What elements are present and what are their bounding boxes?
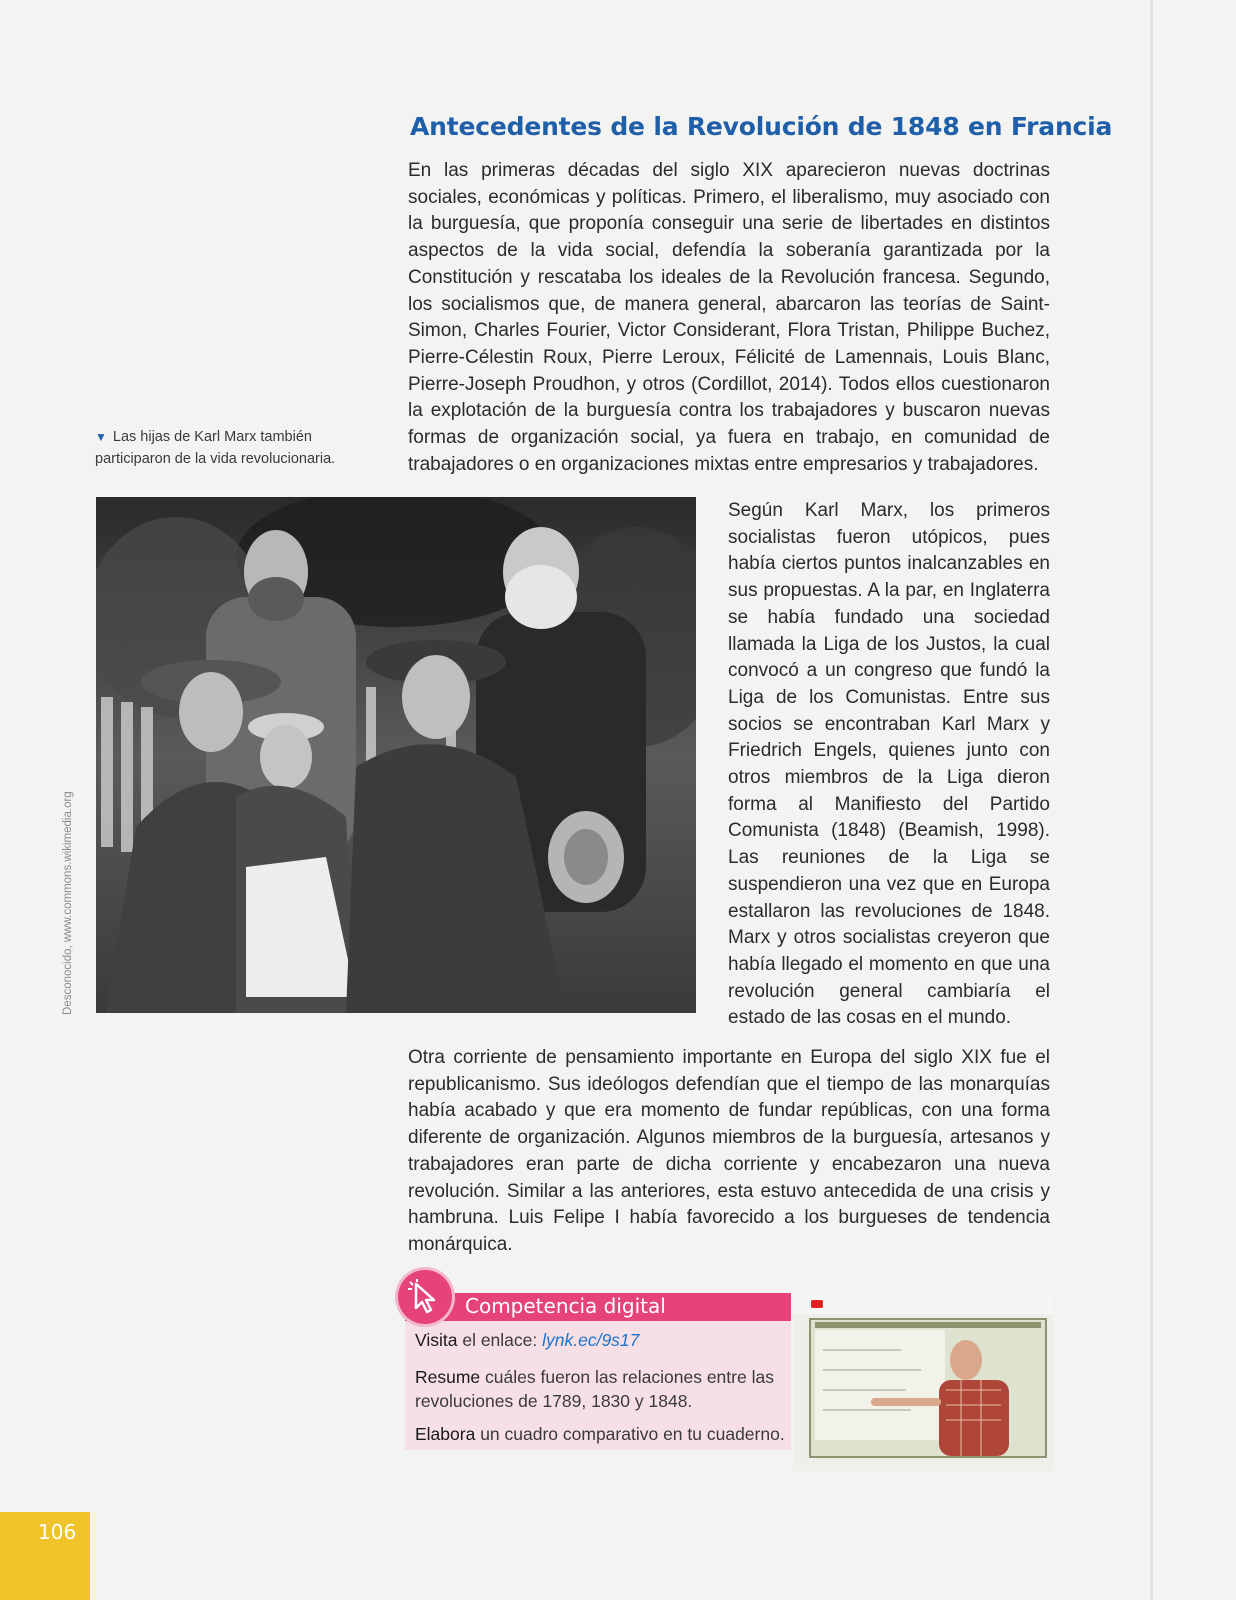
section-heading: Antecedentes de la Revolución de 1848 en Francia <box>410 112 1113 141</box>
competencia-visit <box>415 1328 639 1352</box>
paragraph-3: Otra corriente de pensamiento importante en Europa del siglo XIX fue el republicanismo. Sus ideólogos defendían que el tiempo de las monarquías había acabado y que era momento de fundar repúblicas, con una forma diferente de organización. Algunos miembros de la burguesía, artesanos y trabajadores eran parte de dicha corriente y encabezaron una nueva revolución. Similar a las anteriores, esta estuvo antecedida de una crisis y hambruna. Luis Felipe I había favorecido a los burgueses de tendencia monárquica. <box>408 1047 1050 1255</box>
video-frame <box>809 1318 1047 1458</box>
page-number: 106 <box>38 1520 77 1544</box>
video-thumbnail[interactable] <box>793 1296 1053 1471</box>
competencia-title: Competencia digital <box>465 1294 666 1318</box>
historical-photo <box>96 497 696 1013</box>
photo-caption <box>95 426 370 470</box>
resume-verb: Resume <box>415 1367 481 1387</box>
visit-rest: el enlace: <box>457 1330 543 1350</box>
cursor-click-icon <box>398 1270 452 1324</box>
elabora-rest: un cuadro comparativo en tu cuaderno. <box>475 1424 785 1444</box>
triangle-marker-icon: ▼ <box>95 430 107 444</box>
page-number-tab <box>0 1512 90 1600</box>
competencia-link[interactable]: lynk.ec/9s17 <box>542 1330 640 1350</box>
caption-text: Las hijas de Karl Marx también participaron de la vida revolucionaria. <box>95 429 336 467</box>
competencia-elabora <box>415 1422 785 1446</box>
photo-credit: Desconocido, www.commons.wikimedia.org <box>62 791 74 1015</box>
youtube-logo-icon <box>811 1300 823 1308</box>
elabora-verb: Elabora <box>415 1424 476 1444</box>
page-edge <box>1150 0 1153 1600</box>
resume-rest: cuáles fueron las relaciones entre las revoluciones de 1789, 1830 y 1848. <box>415 1367 774 1411</box>
paragraph-2: Según Karl Marx, los primeros socialistas fueron utópicos, pues había ciertos puntos inalcanzables en sus propuestas. A la par, en Inglaterra se había fundado una sociedad llamada la Liga de los Justos, la cual convocó a un congreso que fundó la Liga de los Comunistas. Entre sus socios se encontraban Karl Marx y Friedrich Engels, quienes junto con otros miembros de la Liga dieron forma al Manifiesto del Partido Comunista (1848) (Beamish, 1998). Las reuniones de la Liga se suspendieron una vez que en Europa estallaron las revoluciones de 1848. Marx y otros socialistas creyeron que había llegado el momento en que una revolución general cambiaría el estado de las cosas en el mundo. <box>728 500 1050 1029</box>
photo-illustration <box>96 497 696 1013</box>
video-header-bar <box>793 1296 1053 1314</box>
paragraph-1: En las primeras décadas del siglo XIX aparecieron nuevas doctrinas sociales, económicas y políticas. Primero, el liberalismo, muy asociado con la burguesía, que proponía conseguir una serie de libertades en distintos aspectos de la vida social, defendía la soberanía garantizada por la Constitución y rescataba los ideales de la Revolución francesa. Segundo, los socialismos que, de manera general, abarcaron las teorías de Saint-Simon, Charles Fourier, Victor Considerant, Flora Tristan, Philippe Buchez, Pierre-Célestin Roux, Pierre Leroux, Félicité de Lamennais, Louis Blanc, Pierre-Joseph Proudhon, y otros (Cordillot, 2014). Todos ellos cuestionaron la explotación de la burguesía contra los trabajadores y buscaron nuevas formas de organización social, ya fuera en trabajo, en comunidad de trabajadores o en organizaciones mixtas entre empresarios y trabajadores. <box>408 160 1050 475</box>
visit-verb: Visita <box>415 1330 458 1350</box>
competencia-header <box>405 1293 791 1321</box>
competencia-resume <box>415 1365 785 1413</box>
